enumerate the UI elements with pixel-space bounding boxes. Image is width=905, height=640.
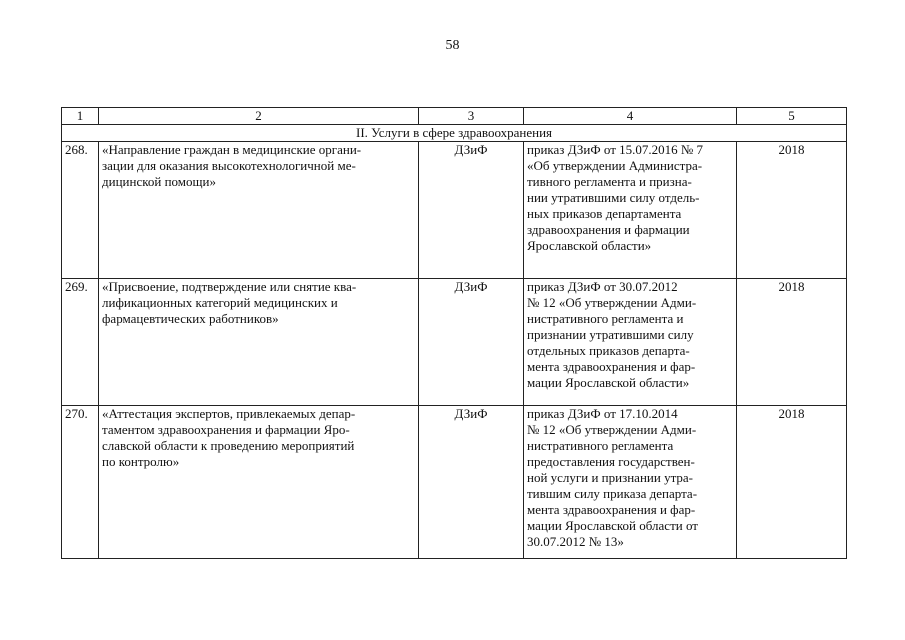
service-name: «Аттестация экспертов, привлекаемых депар- таментом здравоохранения и фармации Яро- славской области к проведению мероприятий по контролю» [99, 406, 419, 559]
responsible-org: ДЗиФ [419, 142, 524, 279]
table-row [62, 279, 847, 406]
column-number-row [62, 108, 847, 125]
service-name: «Присвоение, подтверждение или снятие ква- лификационных категорий медицинских и фармацевтических работников» [99, 279, 419, 406]
section-title: II. Услуги в сфере здравоохранения [62, 125, 847, 142]
table-row [62, 142, 847, 279]
responsible-org: ДЗиФ [419, 406, 524, 559]
column-number-1: 1 [62, 108, 99, 125]
responsible-org: ДЗиФ [419, 279, 524, 406]
year: 2018 [737, 142, 847, 279]
row-number: 269. [62, 279, 99, 406]
column-number-3: 3 [419, 108, 524, 125]
page-number: 58 [445, 38, 460, 53]
column-number-2: 2 [99, 108, 419, 125]
services-table [61, 107, 847, 559]
service-name: «Направление граждан в медицинские органи- зации для оказания высокотехнологичной ме- дицинской помощи» [99, 142, 419, 279]
column-number-4: 4 [524, 108, 737, 125]
year: 2018 [737, 279, 847, 406]
row-number: 270. [62, 406, 99, 559]
column-number-5: 5 [737, 108, 847, 125]
year: 2018 [737, 406, 847, 559]
regulating-document: приказ ДЗиФ от 17.10.2014 № 12 «Об утверждении Адми- нистративного регламента предоставления государствен- ной услуги и признании утра- тившим силу приказа департа- мента здравоохранения и фар- мации Ярославской области от 30.07.2012 № 13» [524, 406, 737, 559]
section-row [62, 125, 847, 142]
table-row [62, 406, 847, 559]
regulating-document: приказ ДЗиФ от 15.07.2016 № 7 «Об утверждении Администра- тивного регламента и призна- нии утратившими силу отдель- ных приказов департамента здравоохранения и фармации Ярославской области» [524, 142, 737, 279]
regulating-document: приказ ДЗиФ от 30.07.2012 № 12 «Об утверждении Адми- нистративного регламента и признании утратившими силу отдельных приказов департа- мента здравоохранения и фар- мации Ярославской области» [524, 279, 737, 406]
row-number: 268. [62, 142, 99, 279]
